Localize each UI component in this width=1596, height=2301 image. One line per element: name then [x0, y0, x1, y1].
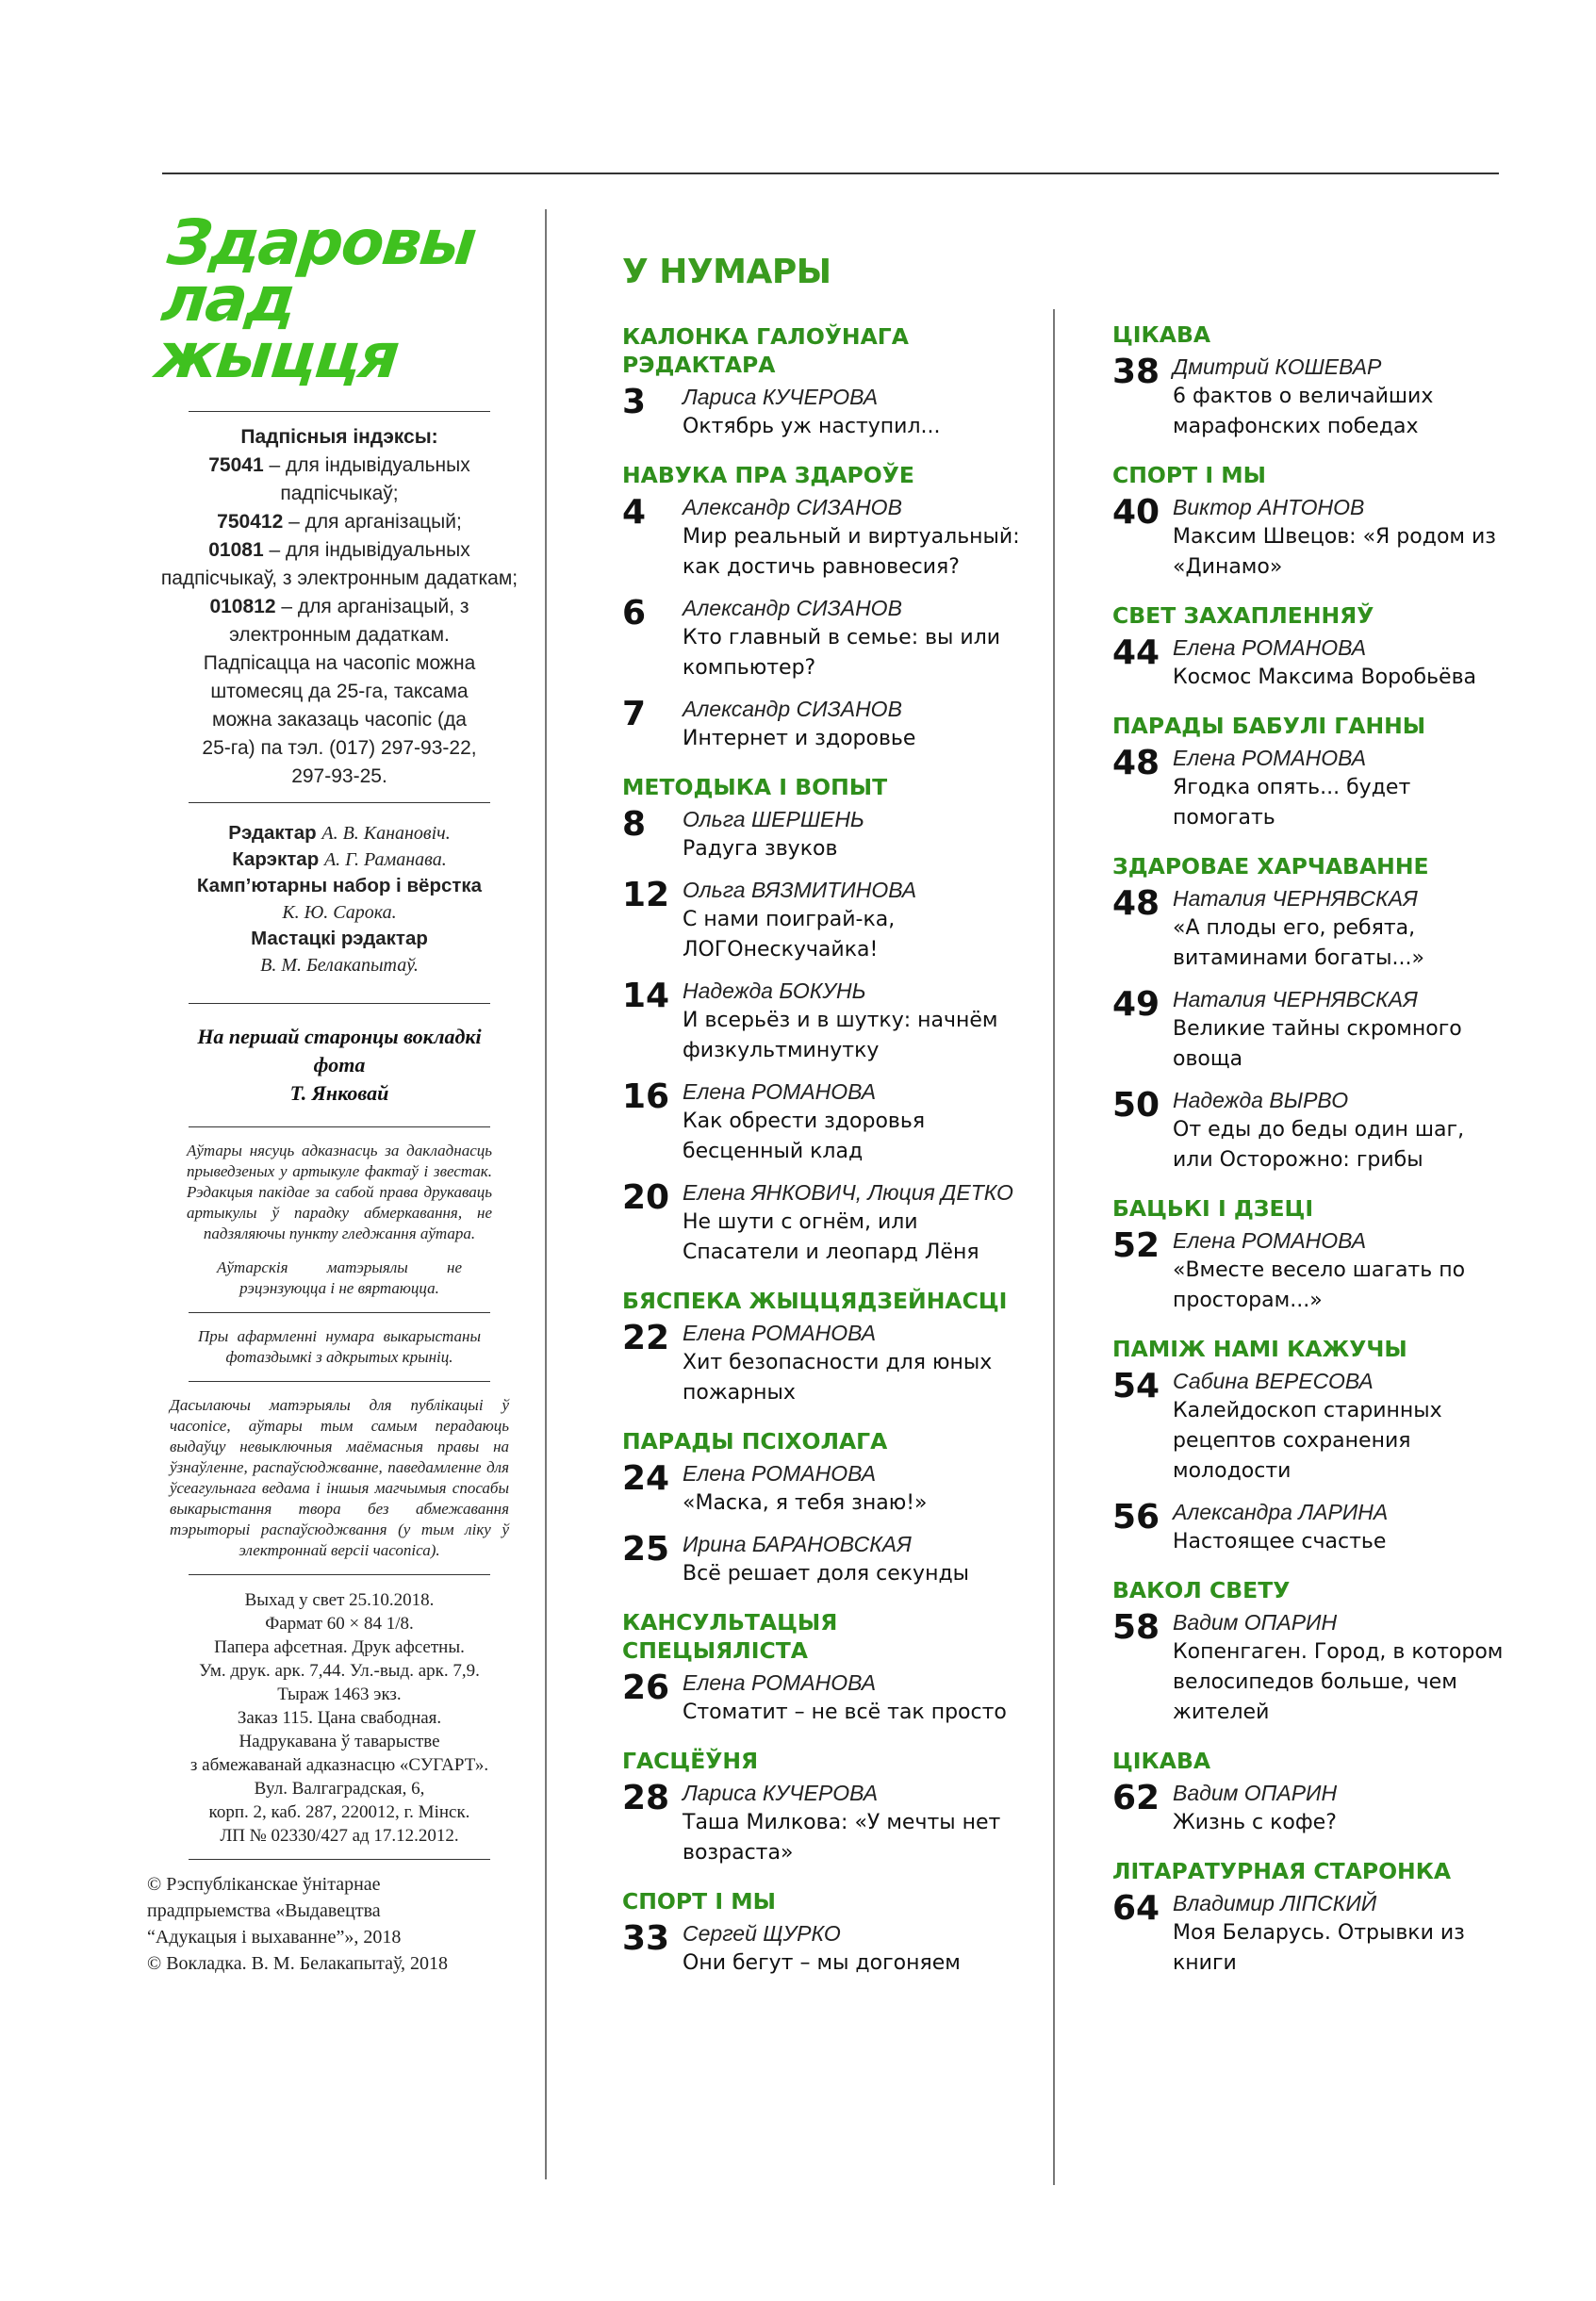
page-number: 52 — [1112, 1226, 1160, 1265]
article-author: Ольга ВЯЗМИТИНОВА — [683, 878, 917, 902]
article-author: Александра ЛАРИНА — [1173, 1500, 1389, 1524]
divider — [189, 1574, 490, 1575]
toc-section — [1112, 1194, 1508, 1316]
index-code: 750412 — [217, 511, 284, 533]
entry-text — [1173, 744, 1508, 833]
article-author: Владимир ЛІПСКИЙ — [1173, 1891, 1377, 1915]
toc-entry[interactable] — [622, 383, 1028, 442]
imprint-line: корп. 2, каб. 287, 220012, г. Мінск. — [208, 1802, 470, 1822]
toc-entry[interactable] — [622, 695, 1028, 754]
staff-name: А. В. Канановіч. — [321, 823, 451, 844]
toc-heading: У НУМАРЫ — [622, 253, 831, 291]
page-number: 16 — [622, 1077, 670, 1116]
toc-section — [622, 1747, 1028, 1868]
divider — [189, 1003, 490, 1004]
article-author: Сергей ЩУРКО — [683, 1921, 841, 1946]
copyright-block — [147, 1871, 528, 1977]
entry-text — [1173, 1608, 1508, 1728]
article-title: Как обрести здоровья бесценный клад — [683, 1109, 926, 1163]
index-text: – для індывідуальных падпісчыкаў; — [263, 454, 470, 504]
page-number: 40 — [1112, 493, 1160, 532]
page-number: 4 — [622, 493, 647, 532]
toc-entry[interactable] — [1112, 985, 1508, 1075]
article-title: Великие тайны скромного овоща — [1173, 1017, 1462, 1071]
article-author: Надежда ВЫРВО — [1173, 1088, 1349, 1112]
section-title: ПАРАДЫ БАБУЛІ ГАННЫ — [1112, 713, 1426, 739]
article-title: Копенгаген. Город, в котором велосипедов больше, чем жителей — [1173, 1640, 1504, 1724]
imprint-line: Тыраж 1463 экз. — [277, 1685, 402, 1704]
page-number: 49 — [1112, 985, 1160, 1024]
entry-text — [1173, 884, 1508, 974]
toc-entry[interactable] — [1112, 884, 1508, 974]
page-number: 22 — [622, 1319, 670, 1357]
article-title: Космос Максима Воробьёва — [1173, 666, 1477, 689]
entry-text — [683, 383, 1028, 442]
article-title: Таша Милкова: «У мечты нет возраста» — [683, 1811, 1001, 1865]
entry-text — [683, 1919, 1028, 1979]
article-title: Моя Беларусь. Отрывки из книги — [1173, 1921, 1465, 1975]
article-author: Елена РОМАНОВА — [683, 1670, 877, 1695]
article-author: Надежда БОКУНЬ — [683, 978, 866, 1003]
toc-section — [622, 322, 1028, 442]
toc-section — [1112, 320, 1508, 442]
article-title: Интернет и здоровье — [683, 727, 916, 750]
toc-section — [1112, 712, 1508, 833]
page-number: 33 — [622, 1919, 670, 1958]
article-title: Октябрь уж наступил... — [683, 415, 941, 438]
toc-entry[interactable] — [1112, 1226, 1508, 1316]
entry-text — [683, 876, 1028, 965]
article-author: Наталия ЧЕРНЯВСКАЯ — [1173, 886, 1418, 911]
section-title: БАЦЬКІ І ДЗЕЦІ — [1112, 1195, 1314, 1222]
section-title: КАЛОНКА ГАЛОЎНАГА РЭДАКТАРА — [622, 323, 909, 378]
imprint-line: з абмежаванай адказнасцю «СУГАРТ». — [189, 1755, 489, 1775]
page-number: 48 — [1112, 884, 1160, 923]
toc-section — [1112, 1747, 1508, 1838]
page-number: 58 — [1112, 1608, 1160, 1647]
subscription-note: Падпісацца на часопіс можна штомесяц да 25-га, таксама можна заказаць часопіс (да 25-га) па тэл. (017) 297-93-22, 297-93-25. — [202, 652, 477, 787]
divider — [189, 802, 490, 803]
imprint-line: Фармат 60 × 84 1/8. — [265, 1614, 414, 1634]
imprint-line: Папера афсетная. Друк афсетны. — [214, 1637, 465, 1657]
toc-entry[interactable] — [622, 1530, 1028, 1589]
subscription-title: Падпісныя індэксы: — [240, 426, 438, 448]
article-author: Ольга ШЕРШЕНЬ — [683, 807, 864, 831]
toc-entry[interactable] — [622, 1668, 1028, 1728]
toc-section — [622, 1608, 1028, 1728]
toc-section — [622, 1427, 1028, 1589]
article-title: Мир реальный и виртуальный: как достичь равновесия? — [683, 525, 1020, 579]
article-author: Александр СИЗАНОВ — [683, 596, 902, 620]
staff-role: Карэктар — [232, 848, 320, 870]
staff-name: А. Г. Раманава. — [323, 849, 447, 870]
toc-section — [1112, 461, 1508, 583]
page-number: 8 — [622, 805, 647, 844]
masthead-column — [147, 206, 528, 1977]
section-title: ЗДАРОВАЕ ХАРЧАВАННЕ — [1112, 853, 1429, 879]
toc-entry[interactable] — [1112, 1498, 1508, 1557]
index-text: – для арганізацый; — [283, 511, 462, 533]
toc-entry[interactable] — [1112, 1779, 1508, 1838]
imprint-line: Вул. Валгаградская, 6, — [254, 1779, 425, 1799]
staff-name: К. Ю. Сарока. — [282, 902, 397, 923]
section-title: ПАРАДЫ ПСІХОЛАГА — [622, 1428, 888, 1455]
imprint-line: Заказ 115. Цана свабодная. — [237, 1708, 442, 1728]
article-author: Лариса КУЧЕРОВА — [683, 385, 879, 409]
article-title: Настоящее счастье — [1173, 1530, 1387, 1553]
article-title: Радуга звуков — [683, 837, 838, 861]
entry-text — [683, 1459, 1028, 1519]
toc-column-2 — [1112, 320, 1508, 1997]
top-rule — [162, 173, 1499, 174]
section-title: СПОРТ І МЫ — [622, 1888, 776, 1915]
article-author: Вадим ОПАРИН — [1173, 1610, 1338, 1635]
entry-text — [683, 1319, 1028, 1408]
article-title: И всерьёз и в шутку: начнём физкультминутку — [683, 1009, 998, 1062]
toc-entry[interactable] — [622, 1077, 1028, 1167]
section-title: ЦІКАВА — [1112, 1748, 1211, 1774]
page-number: 25 — [622, 1530, 670, 1569]
rights-notice: Дасылаючы матэрыялы для публікацыі ў часопісе, аўтары тым самым перадаюць выдаўцу невыключныя маёмасныя правы на ўзнаўленне, распаўсюджванне, паведамленне для ўсеагульнага ведама і іншыя магчымыя спосабы выкарыстання твора без абмежавання тэрыторыі распаўсюджвання (у тым ліку ў электроннай версіі часопіса). — [170, 1396, 509, 1559]
entry-text — [683, 1668, 1028, 1728]
imprint-line: Надрукавана ў таварыстве — [239, 1732, 440, 1751]
section-title: ГАСЦЁЎНЯ — [622, 1748, 759, 1774]
page-number: 62 — [1112, 1779, 1160, 1817]
entry-text — [1173, 353, 1508, 442]
entry-text — [1173, 1889, 1508, 1979]
toc-entry[interactable] — [1112, 1608, 1508, 1728]
article-title: «Вместе весело шагать по просторам...» — [1173, 1258, 1466, 1312]
section-title: ЛІТАРАТУРНАЯ СТАРОНКА — [1112, 1858, 1452, 1884]
imprint-line: ЛП № 02330/427 ад 17.12.2012. — [220, 1826, 459, 1846]
staff-role: Мастацкі рэдактар — [251, 928, 428, 949]
magazine-logo[interactable] — [152, 206, 537, 392]
page-number: 12 — [622, 876, 670, 914]
page-number: 54 — [1112, 1367, 1160, 1405]
section-title: ПАМІЖ НАМІ КАЖУЧЫ — [1112, 1336, 1407, 1362]
toc-column-1 — [622, 322, 1028, 1997]
toc-entry[interactable] — [622, 493, 1028, 583]
entry-text — [1173, 633, 1508, 693]
divider — [189, 1381, 490, 1382]
article-title: Максим Швецов: «Я родом из «Динамо» — [1173, 525, 1496, 579]
section-title: ЦІКАВА — [1112, 321, 1211, 348]
staff-role: Рэдактар — [228, 822, 317, 844]
page-number: 24 — [622, 1459, 670, 1498]
toc-entry[interactable] — [1112, 744, 1508, 833]
page-number: 26 — [622, 1668, 670, 1707]
index-code: 75041 — [208, 454, 264, 476]
article-author: Елена РОМАНОВА — [683, 1079, 877, 1104]
toc-section — [622, 1287, 1028, 1408]
article-author: Сабина ВЕРЕСОВА — [1173, 1369, 1374, 1393]
no-review-notice: Аўтарскія матэрыялы не рэцэнзуюцца і не вяртаюцца. — [217, 1258, 462, 1297]
index-text: – для арганізацый, з электронным дадаткам. — [229, 596, 469, 646]
page-number: 14 — [622, 977, 670, 1015]
page-number: 6 — [622, 594, 647, 633]
cover-credit-line: фота — [313, 1053, 366, 1077]
toc-entry[interactable] — [622, 1319, 1028, 1408]
toc-entry[interactable] — [622, 876, 1028, 965]
entry-text — [683, 493, 1028, 583]
entry-text — [683, 695, 1028, 754]
entry-text — [683, 594, 1028, 683]
article-title: Не шути с огнём, или Спасатели и леопард Лёня — [683, 1210, 979, 1264]
divider — [189, 411, 490, 412]
article-title: Ягодка опять... будет помогать — [1173, 776, 1411, 830]
index-text: – для індывідуальных падпісчыкаў, з электронным дадаткам; — [160, 539, 518, 589]
cover-credit-line: Т. Янковай — [289, 1081, 389, 1105]
divider — [189, 1859, 490, 1860]
entry-text — [683, 977, 1028, 1066]
article-author: Александр СИЗАНОВ — [683, 495, 902, 519]
article-author: Елена РОМАНОВА — [1173, 746, 1367, 770]
imprint-line: Выхад у свет 25.10.2018. — [244, 1590, 435, 1610]
toc-section — [1112, 601, 1508, 693]
entry-text — [1173, 1498, 1508, 1557]
page-number: 56 — [1112, 1498, 1160, 1537]
toc-entry[interactable] — [622, 1459, 1028, 1519]
toc-entry[interactable] — [1112, 1086, 1508, 1175]
article-title: От еды до беды один шаг, или Осторожно: грибы — [1173, 1118, 1465, 1172]
staff-name: В. М. Белакапытаў. — [260, 955, 419, 976]
index-code: 01081 — [208, 539, 264, 561]
cover-credit-line: На першай старонцы вокладкі — [197, 1025, 482, 1048]
copyright-publisher: © Рэспубліканскае ўнітарнае прадпрыемства «Выдавецтва “Адукацыя і выхаванне”», 2018 — [147, 1874, 402, 1948]
entry-text — [1173, 1226, 1508, 1316]
article-title: С нами поиграй-ка, ЛОГОнескучайка! — [683, 908, 896, 961]
section-title: СВЕТ ЗАХАПЛЕННЯЎ — [1112, 602, 1374, 629]
article-author: Александр СИЗАНОВ — [683, 697, 902, 721]
section-title: КАНСУЛЬТАЦЫЯ СПЕЦЫЯЛІСТА — [622, 1609, 838, 1664]
article-author: Елена РОМАНОВА — [683, 1461, 877, 1486]
entry-text — [683, 1178, 1028, 1268]
article-author: Елена РОМАНОВА — [1173, 1228, 1367, 1253]
page-number: 3 — [622, 383, 647, 421]
article-author: Лариса КУЧЕРОВА — [683, 1781, 879, 1805]
article-title: «А плоды его, ребята, витаминами богаты...» — [1173, 916, 1424, 970]
toc-entry[interactable] — [622, 594, 1028, 683]
toc-section — [622, 1887, 1028, 1979]
entry-text — [683, 1077, 1028, 1167]
toc-entry[interactable] — [622, 805, 1028, 864]
toc-entry[interactable] — [1112, 493, 1508, 583]
entry-text — [1173, 985, 1508, 1075]
imprint-block — [151, 1588, 528, 1848]
page-number: 7 — [622, 695, 647, 733]
toc-entry[interactable] — [622, 1779, 1028, 1868]
staff-role: Камп’ютарны набор і вёрстка — [196, 875, 483, 896]
article-title: Калейдоскоп старинных рецептов сохранения молодости — [1173, 1399, 1442, 1483]
article-author: Дмитрий КОШЕВАР — [1173, 354, 1382, 379]
entry-text — [683, 1779, 1028, 1868]
column-divider-right — [1053, 309, 1055, 2185]
page-number: 50 — [1112, 1086, 1160, 1125]
toc-section — [622, 461, 1028, 754]
column-divider-left — [545, 209, 547, 2179]
logo-line-2: лад жыцця — [152, 263, 402, 392]
cover-photo-credit — [151, 1023, 528, 1108]
section-title: МЕТОДЫКА І ВОПЫТ — [622, 774, 888, 800]
article-title: Кто главный в семье: вы или компьютер? — [683, 626, 1001, 680]
article-title: Жизнь с кофе? — [1173, 1811, 1337, 1834]
section-title: ВАКОЛ СВЕТУ — [1112, 1577, 1291, 1603]
toc-section — [1112, 1857, 1508, 1979]
article-title: Стоматит – не всё так просто — [683, 1701, 1007, 1724]
article-title: Всё решает доля секунды — [683, 1562, 970, 1586]
toc-section — [1112, 1335, 1508, 1557]
article-title: 6 фактов о величайших марафонских победах — [1173, 385, 1434, 438]
page-number: 28 — [622, 1779, 670, 1817]
imprint-line: Ум. друк. арк. 7,44. Ул.-выд. арк. 7,9. — [199, 1661, 480, 1681]
entry-text — [683, 805, 1028, 864]
subscription-block — [151, 423, 528, 791]
toc-section — [622, 773, 1028, 1268]
logo-line-1: Здаровы — [164, 206, 479, 279]
article-author: Наталия ЧЕРНЯВСКАЯ — [1173, 987, 1418, 1011]
toc-entry[interactable] — [622, 1919, 1028, 1979]
entry-text — [1173, 1086, 1508, 1175]
article-title: «Маска, я тебя знаю!» — [683, 1491, 928, 1515]
article-title: Хит безопасности для юных пожарных — [683, 1351, 993, 1405]
article-title: Они бегут – мы догоняем — [683, 1951, 961, 1975]
section-title: НАВУКА ПРА ЗДАРОЎЕ — [622, 462, 914, 488]
page-number: 64 — [1112, 1889, 1160, 1928]
toc-entry[interactable] — [1112, 1367, 1508, 1487]
page-number: 44 — [1112, 633, 1160, 672]
toc-section — [1112, 1576, 1508, 1728]
article-author: Ирина БАРАНОВСКАЯ — [683, 1532, 912, 1556]
article-author: Елена ЯНКОВИЧ, Люция ДЕТКО — [683, 1180, 1013, 1205]
page-number: 48 — [1112, 744, 1160, 782]
article-author: Елена РОМАНОВА — [1173, 635, 1367, 660]
entry-text — [1173, 1367, 1508, 1487]
article-author: Вадим ОПАРИН — [1173, 1781, 1338, 1805]
entry-text — [1173, 493, 1508, 583]
entry-text — [683, 1530, 1028, 1589]
section-title: СПОРТ І МЫ — [1112, 462, 1266, 488]
toc-entry[interactable] — [1112, 353, 1508, 442]
toc-entry[interactable] — [622, 1178, 1028, 1268]
toc-entry[interactable] — [1112, 633, 1508, 693]
photos-notice: Пры афармленні нумара выкарыстаны фотаздымкі з адкрытых крыніц. — [198, 1327, 481, 1366]
page-number: 38 — [1112, 353, 1160, 391]
entry-text — [1173, 1779, 1508, 1838]
divider — [189, 1312, 490, 1313]
article-author: Елена РОМАНОВА — [683, 1321, 877, 1345]
authors-notice: Аўтары нясуць адказнасць за дакладнасць прыведзеных у артыкуле фактаў і звестак. Рэдакцыя пакідае за сабой права друкаваць артыкулы ў парадку абмеркавання, не падзяляючы пункту гледжання аўтара. — [187, 1142, 492, 1242]
article-author: Виктор АНТОНОВ — [1173, 495, 1365, 519]
section-title: БЯСПЕКА ЖЫЦЦЯДЗЕЙНАСЦІ — [622, 1288, 1008, 1314]
toc-section — [1112, 852, 1508, 1175]
staff-block — [151, 820, 528, 978]
index-code: 010812 — [209, 596, 276, 617]
toc-entry[interactable] — [1112, 1889, 1508, 1979]
toc-entry[interactable] — [622, 977, 1028, 1066]
divider — [189, 1126, 490, 1127]
copyright-cover: © Вокладка. В. М. Белакапытаў, 2018 — [147, 1953, 448, 1974]
page-number: 20 — [622, 1178, 670, 1217]
